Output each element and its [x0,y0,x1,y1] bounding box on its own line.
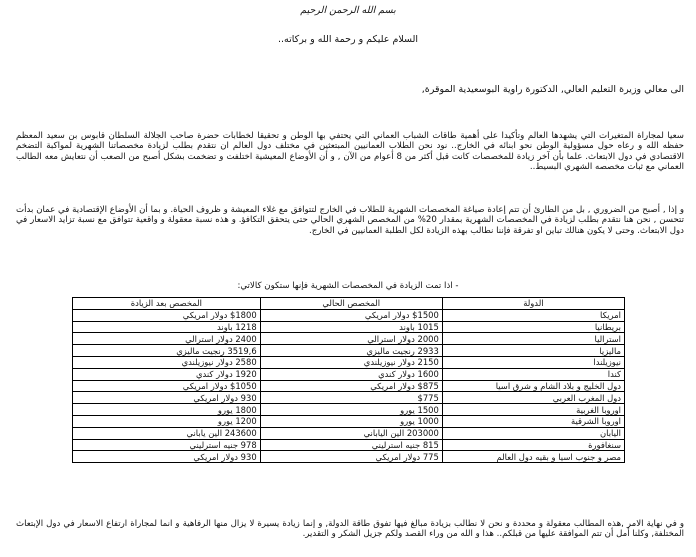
after-increase-cell: $1800 دولار امريكي [73,309,261,321]
country-cell: ماليزيا [442,345,624,357]
current-allowance-cell: 203000 الين الياباني [260,427,442,439]
table-row [73,439,625,451]
after-increase-cell: 1218 باوند [73,321,261,333]
body-paragraph-2: و إذا , أصبح من الضروري , بل من الطارئ أن تتم إعادة صياغة المخصصات الشهرية للطلاب في الخارج لتتوافق مع غلاء المعيشة و ظروف الحياة. و بما أن الأوضاع الإقتصادية في عمان بدأت تتحسن , نحن هنا نتقدم بطلب لزيادة في المخصصات الشهرية بمقدار 20% من المخصص الشهري الحالي حتى يتحقق التكافؤ. و هذه نسبة معقولة و واقعية تتوافق مع نسبة تزايد الاسعار في دول الابتعاث. وحتى لا يكون هنالك تباين او تفرقة فإننا نطالب بهذه الزيادة لكل الطلبة العمانيين في الخارج. [16,205,684,236]
after-increase-cell: $1050 دولار امريكي [73,380,261,392]
current-allowance-cell: 1000 يورو [260,415,442,427]
country-cell: دول الخليج و بلاد الشام و شرق اسيا [442,380,624,392]
after-increase-cell: 3519,6 رنجيت ماليزي [73,345,261,357]
basmala-heading: بسم الله الرحمن الرحيم [300,5,396,16]
current-allowance-cell: 2933 رنجيت ماليزي [260,345,442,357]
current-allowance-cell: 1015 باوند [260,321,442,333]
current-allowance-cell: $875 دولار امريكي [260,380,442,392]
table-row [73,321,625,333]
table-row [73,451,625,463]
table-row [73,392,625,404]
after-increase-cell: 930 دولار امريكي [73,392,261,404]
current-allowance-cell: 775 دولار امريكي [260,451,442,463]
table-row [73,380,625,392]
table-row [73,427,625,439]
table-body [73,309,625,462]
allowance-table [72,297,625,463]
after-increase-cell: 2580 دولار نيوزيلندي [73,356,261,368]
after-increase-cell: 1800 يورو [73,404,261,416]
table-row [73,309,625,321]
table-row [73,368,625,380]
after-increase-cell: 930 دولار امريكي [73,451,261,463]
current-allowance-cell: 1500 يورو [260,404,442,416]
current-allowance-cell: 2000 دولار استرالي [260,333,442,345]
header-country: الدولة [442,298,624,310]
country-cell: اوروبا الغربية [442,404,624,416]
table-row [73,415,625,427]
country-cell: امريكا [442,309,624,321]
addressee-line: الى معالي وزيرة التعليم العالي, الدكتورة راوية البوسعيدية الموقرة, [421,84,684,95]
country-cell: اوروبا الشرقية [442,415,624,427]
country-cell: سنغافورة [442,439,624,451]
greeting-line: السلام عليكم و رحمة الله و بركاته.. [278,34,418,45]
current-allowance-cell: $1500 دولار امريكي [260,309,442,321]
body-paragraph-1: سعيا لمجاراة المتغيرات التي يشهدها العالم وتأكيدا على أهمية طاقات الشباب العماني التي يحتفي بها الوطن و تحقيقا لخطابات حضرة صاحب الجلالة السلطان قابوس بن سعيد المعظم حفظه الله و رعاه حول مسؤولية الوطن نحو ابنائه في الخارج.. نود نحن الطلاب العمانيين المبتعثين في مختلف دول العالم ان نتقدم بطلب لزيادة مخصصاتنا الشهرية لمواكبة التضخم الاقتصادي في دول الابتعاث. علما بأن آخر زيادة للمخصصات كانت قبل أكثر من 8 أعوام من الآن , و أن الأوضاع المعيشية اختلفت و تضخمت بشكل أصبح من الصعب أن نتعايش معه الطالب العماني مع ثبات مخصصه الشهري البسيط.. [16,131,684,173]
table-row [73,333,625,345]
current-allowance-cell: 815 جنيه استرليني [260,439,442,451]
after-increase-cell: 243600 الين ياباني [73,427,261,439]
current-allowance-cell: 1600 دولار كندي [260,368,442,380]
table-header-row [73,298,625,310]
current-allowance-cell: 2150 دولار نيوزيلندي [260,356,442,368]
country-cell: نيوزيلندا [442,356,624,368]
table-intro: - اذا تمت الزيادة في المخصصات الشهرية فإنها ستكون كالاتي: [237,281,459,291]
country-cell: استراليا [442,333,624,345]
after-increase-cell: 1200 يورو [73,415,261,427]
header-current-allowance: المخصص الحالي [260,298,442,310]
country-cell: كندا [442,368,624,380]
after-increase-cell: 2400 دولار استرالي [73,333,261,345]
current-allowance-cell: $775 [260,392,442,404]
table-row [73,356,625,368]
header-after-increase: المخصص بعد الزيادة [73,298,261,310]
after-increase-cell: 978 جنيه استرليني [73,439,261,451]
table-row [73,345,625,357]
country-cell: بريطانيا [442,321,624,333]
after-increase-cell: 1920 دولار كندي [73,368,261,380]
body-paragraph-3: و في نهاية الامر ,هذه المطالب معقولة و محددة و نحن لا نطالب بزيادة مبالغ فيها تفوق طاقة الدولة, و إنما زيادة يسيرة لا يزال منها الرفاهية و انما لمجاراة ارتفاع الاسعار في دول الإبتعاث المختلفة, وكلنا أمل أن تتم الموافقة عليها من قبلكم.. هذا و الله من وراء القصد ولكم جزيل الشكر و التقدير. [16,519,684,540]
country-cell: مصر و جنوب اسيا و بقيه دول العالم [442,451,624,463]
country-cell: اليابان [442,427,624,439]
table-row [73,404,625,416]
country-cell: دول المغرب العربي [442,392,624,404]
